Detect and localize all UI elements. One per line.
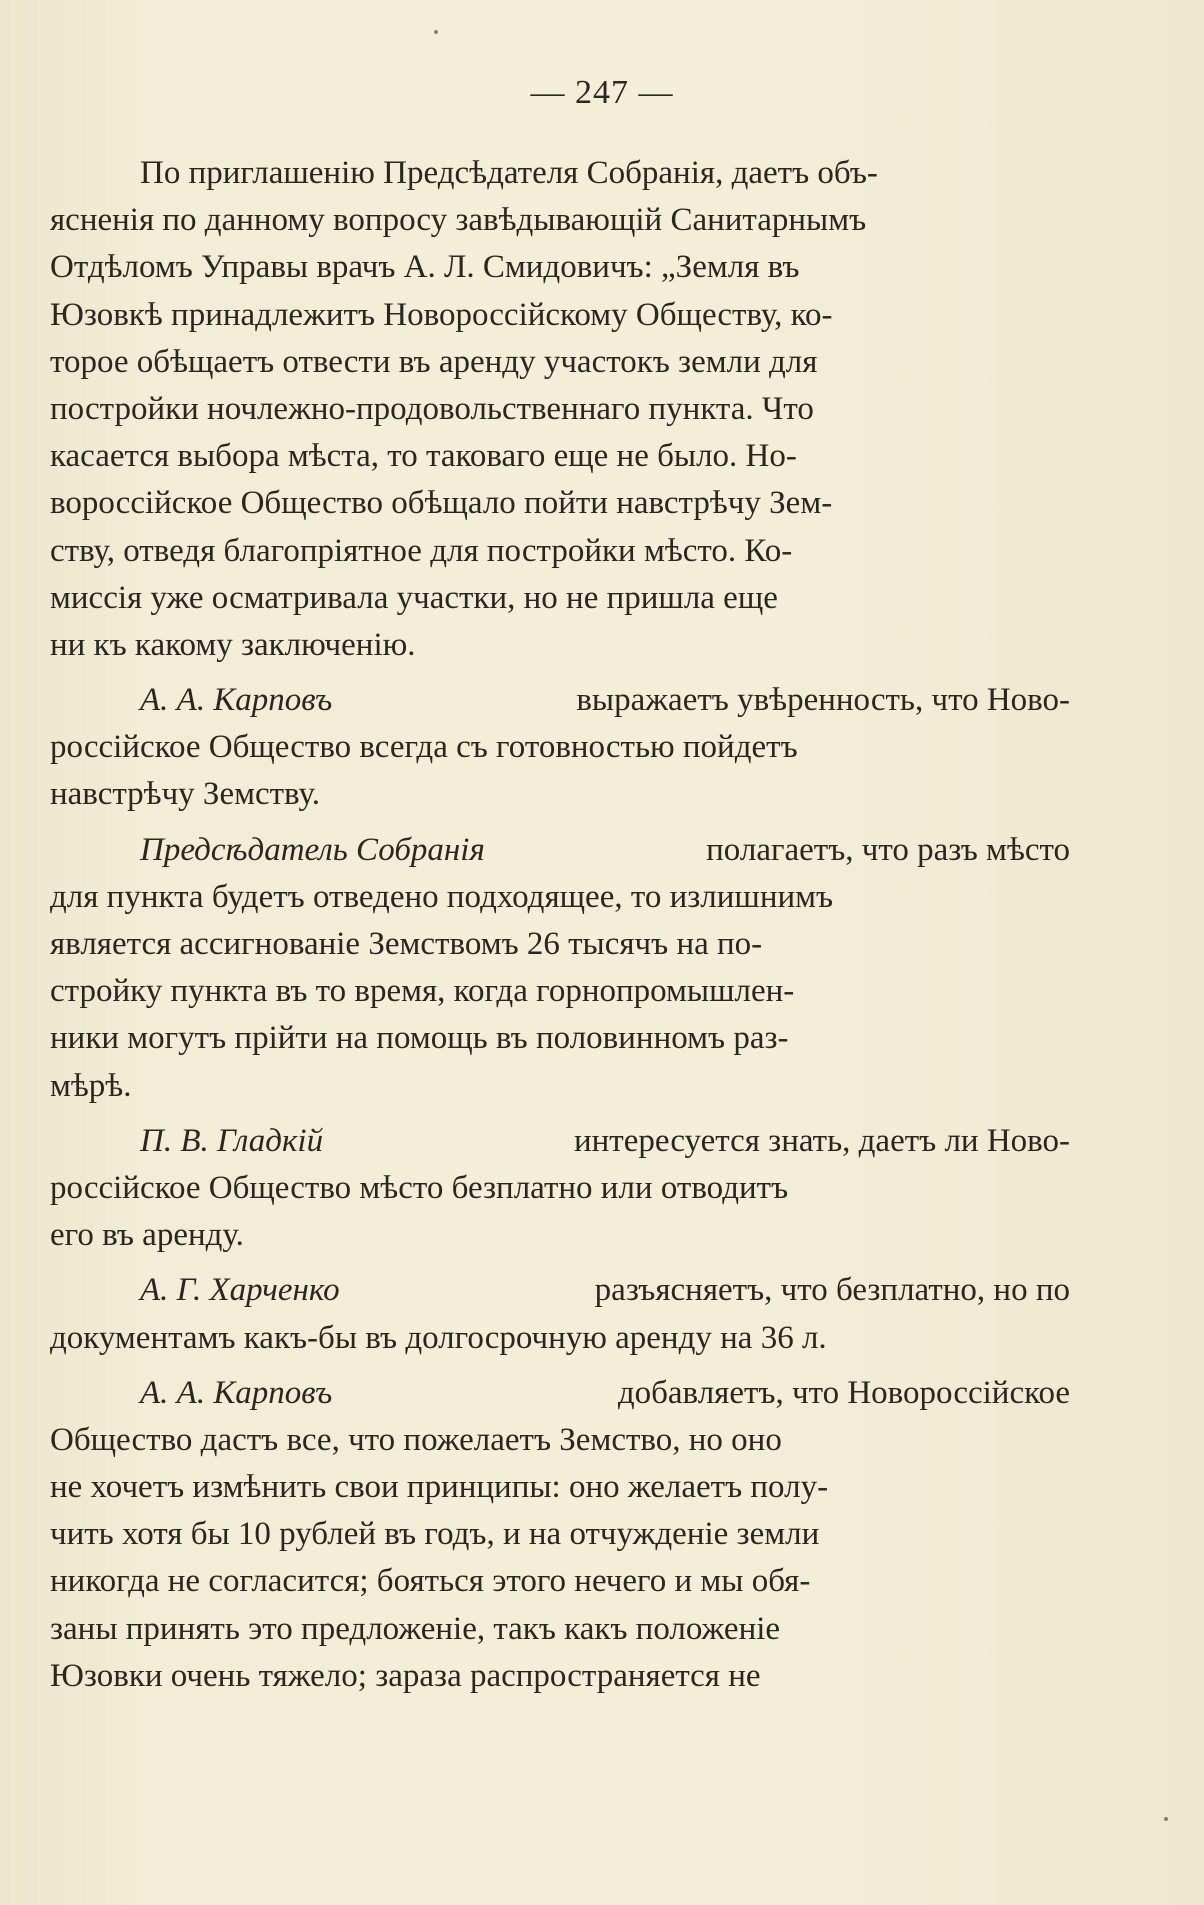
speaker-name: Предсѣдатель Собранія — [140, 831, 485, 868]
paragraph-5 — [50, 1267, 1070, 1361]
text-line: Юзовкѣ принадлежитъ Новороссійскому Обществу, ко- — [50, 296, 833, 333]
text-line: документамъ какъ-бы въ долгосрочную аренду на 36 л. — [50, 1319, 827, 1356]
paragraph-2 — [50, 677, 1070, 819]
text-line: мѣрѣ. — [50, 1067, 132, 1104]
text-line: никогда не согласится; бояться этого нечего и мы обя- — [50, 1563, 811, 1600]
paragraph-3 — [50, 827, 1070, 1110]
text-line: Отдѣломъ Управы врачъ А. Л. Смидовичъ: „Земля въ — [50, 249, 800, 286]
text-line: стройку пункта въ то время, когда горнопромышлен- — [50, 973, 795, 1010]
paragraph-6 — [50, 1370, 1070, 1700]
paragraph-1 — [50, 150, 1070, 669]
text-line: россійское Общество мѣсто безплатно или отводитъ — [50, 1169, 789, 1206]
body-text — [50, 150, 1070, 1708]
text-line: ству, отведя благопріятное для постройки мѣсто. Ко- — [50, 532, 793, 569]
text-line: россійское Общество всегда съ готовностью пойдетъ — [50, 729, 798, 766]
text-line: Юзовки очень тяжело; зараза распространяется не — [50, 1657, 761, 1694]
page-number: — 247 — — [530, 74, 674, 111]
text-line: касается выбора мѣста, то таковаго еще не было. Но- — [50, 438, 797, 475]
text-line: А. Г. Харченко разъясняетъ, что безплатно, но по — [50, 1267, 1070, 1314]
text-line: П. В. Гладкій интересуется знать, даетъ ли Ново- — [50, 1118, 1070, 1165]
text-line: торое обѣщаетъ отвести въ аренду участокъ земли для — [50, 343, 818, 380]
text-line: А. А. Карповъ добавляетъ, что Новороссійское — [50, 1370, 1070, 1417]
paper-speck — [1164, 1817, 1168, 1821]
text-line: По приглашенію Предсѣдателя Собранія, даетъ объ- — [140, 155, 878, 191]
text-line: ники могутъ прійти на помощь въ половинномъ раз- — [50, 1020, 789, 1057]
text-line: является ассигнованіе Земствомъ 26 тысячъ на по- — [50, 926, 763, 962]
text-line: его въ аренду. — [50, 1217, 244, 1254]
text-line: А. А. Карповъ выражаетъ увѣренность, что Ново- — [50, 677, 1070, 724]
text-line: не хочетъ измѣнить свои принципы: оно желаетъ полу- — [50, 1469, 829, 1506]
speaker-name: А. А. Карповъ — [140, 682, 333, 719]
text-line: чить хотя бы 10 рублей въ годъ, и на отчужденіе земли — [50, 1516, 820, 1553]
text-line: постройки ночлежно-продовольственнаго пункта. Что — [50, 390, 814, 427]
paper-speck — [434, 30, 438, 34]
text-line: вороссійское Общество обѣщало пойти навстрѣчу Зем- — [50, 485, 833, 522]
text-line: ясненія по данному вопросу завѣдывающій Санитарнымъ — [50, 202, 867, 239]
text-line: ни къ какому заключенію. — [50, 626, 416, 663]
text-line: миссія уже осматривала участки, но не пришла еще — [50, 579, 778, 616]
text-line: Общество дастъ все, что пожелаетъ Земство, но оно — [50, 1421, 782, 1458]
speaker-name: А. Г. Харченко — [140, 1272, 340, 1309]
text-line: навстрѣчу Земству. — [50, 776, 320, 813]
speaker-name: П. В. Гладкій — [140, 1122, 324, 1159]
text-line: для пункта будетъ отведено подходящее, то излишнимъ — [50, 878, 834, 915]
paragraph-4 — [50, 1118, 1070, 1260]
text-line: Предсѣдатель Собранія полагаетъ, что разъ мѣсто — [50, 827, 1070, 874]
text-line: заны принять это предложеніе, такъ какъ положеніе — [50, 1610, 781, 1647]
speaker-name: А. А. Карповъ — [140, 1374, 333, 1411]
